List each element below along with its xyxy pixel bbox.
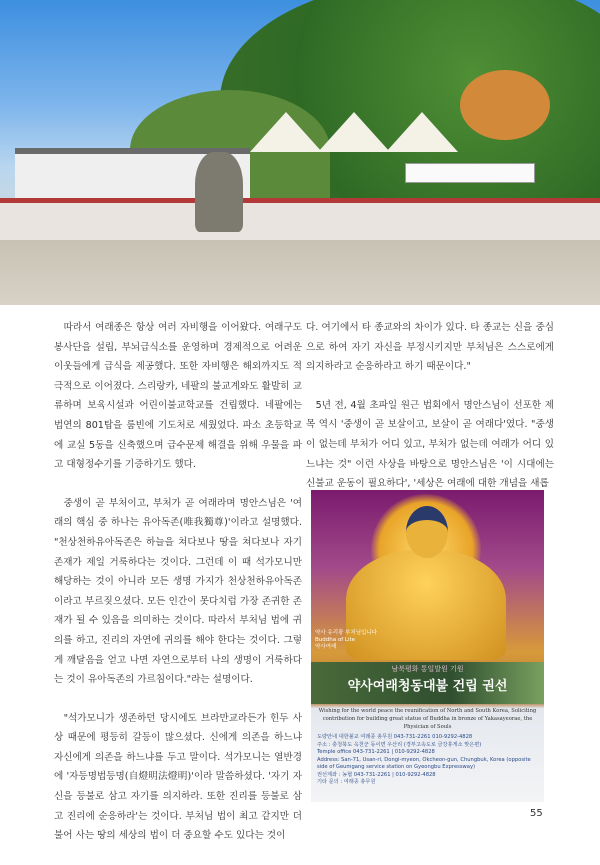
stone-monument bbox=[195, 152, 243, 232]
poster-subtitle: 남북평화 통일발원 기원 bbox=[391, 665, 464, 673]
tent bbox=[386, 112, 458, 152]
paragraph: "석가모니가 생존하던 당시에도 브라만교라든가 힌두 사상 때문에 평등히 갈등이 많으셨다. 신에게 의존을 하느냐 자신에게 의존을 하느냐를 두고 말이다. 석가모니는 열반경에 '자등명법등명(自燈明法燈明)'이라 말씀하셨다. '자기 자신을 등불로 삼고 자기를 의지하라. 또한 진리를 등불로 삼고 진리에 순응하라'는 것이다. 부처님 법이 최고 같지만 더불어 사는 땅의 세상의 법이 더 중요할 수도 있다는 것이 bbox=[54, 712, 302, 842]
info-line: Temple office 043-731-2261 | 010-9292-4828 bbox=[317, 749, 435, 755]
tent bbox=[250, 112, 322, 152]
poster-info bbox=[317, 734, 540, 787]
caption-line: 약사 유리광 부처님입니다 bbox=[315, 630, 377, 636]
paragraph: 중생이 곧 부처이고, 부처가 곧 여래라며 명안스님은 '여래의 핵심 중 하나는 유아독존(唯我獨尊)'이라고 설명했다. "천상천하유아독존은 하늘을 쳐다보나 땅을 쳐다보나 자기 존재가 제일 거룩하다는 것이다. 그런데 이 때 석가모니만 해당하는 것이 아니라 모든 생명 가지가 천상천하유아독존이라고 부르짖으셨다. 모든 인간이 못다치럽 가장 존귀한 존재가 될 수 있음을 의미하는 것이다. 따라서 부처님 법에 귀의를 하고, 진리의 자연에 귀의를 해야 한다는 것이다. 그렇게 깨달음을 얻고 나면 자연으로부터 나의 생명이 거룩하다는 것이 유아독존의 가르침이다."라는 설명이다. bbox=[54, 497, 302, 686]
tent bbox=[318, 112, 390, 152]
temple-wall bbox=[0, 198, 600, 240]
buddha-head bbox=[406, 506, 448, 558]
info-line: 도량안내 대한불교 여래종 총무원 043-731-2261 010-9292-4828 bbox=[317, 734, 473, 740]
buddha-poster bbox=[311, 490, 544, 802]
courtyard bbox=[0, 240, 600, 305]
poster-title: 약사여래청동대불 건립 권선 bbox=[347, 679, 508, 694]
autumn-tree bbox=[460, 70, 550, 140]
right-column bbox=[306, 318, 554, 513]
poster-english: Wishing for the world peace the reunification of North and South Korea, Soliciting contribution for building great statue of Buddha in bronze of Yakasayeorae, the Physician of Souls bbox=[318, 708, 537, 730]
banner bbox=[405, 163, 535, 183]
page-number: 55 bbox=[530, 808, 543, 819]
info-line: 권선계좌 : 농협 043-731-2261 | 010-9292-4828 bbox=[317, 771, 436, 778]
info-line: 주소 : 충청북도 옥천군 동이면 우산리 (경부고속도로 금강휴게소 맞은편) bbox=[317, 741, 482, 748]
paragraph: 따라서 여래종은 항상 여러 자비행을 이어왔다. 여래구도봉사단을 설립, 부뇌급식소를 운영하며 경제적으로 어려운 이웃들에게 급식을 제공했다. 또한 자비행은 해외까지도 적극적으로 이어졌다. 스리랑카, 네팔의 불교계와도 활발히 교류하며 보육시설과 어린이불교학교를 건립했다. 네팔에는 법연의 801탑을 룸빈에 기도처로 세웠었다. 파소 초등학교에 교실 5동을 신축했으며 급수문제 해결을 위해 우물을 파고 대형정수기를 기증하기도 했다. bbox=[54, 322, 302, 471]
paragraph: 5년 전, 4월 초파일 원근 법회에서 명안스님이 선포한 제목 역시 '중생이 곧 보살이고, 보살이 곧 여래다'였다. "중생이 없는데 부처가 어디 있고, 부처가 없는데 여래가 어디 있느냐는 것" 이런 사상을 바탕으로 명안스님은 '이 시대에는 신불교 운동이 필요하다', '세상은 여래에 대한 개념을 새롭 bbox=[306, 399, 554, 490]
caption-line: Buddha of Lite bbox=[315, 637, 356, 643]
poster-caption bbox=[315, 630, 377, 651]
info-line: 기타 문의 : 여래종 총무원 bbox=[317, 779, 376, 785]
left-column bbox=[54, 318, 302, 865]
info-line: Address: San-71, Usan-ri, Dongi-myeon, Okcheon-gun, Chungbuk, Korea (opposite side of Geumgang service station on Gyeongbu Expressway) bbox=[317, 756, 531, 770]
caption-line: 약사여래 bbox=[315, 644, 337, 650]
paragraph: 다. 여기에서 타 종교와의 차이가 있다. 타 종교는 신을 중심으로 하여 자기 자신을 부정시키지만 부처님은 스스로에게 의지하라고 순응하라고 하기 때문이다." bbox=[306, 322, 554, 373]
temple-photo bbox=[0, 0, 600, 305]
